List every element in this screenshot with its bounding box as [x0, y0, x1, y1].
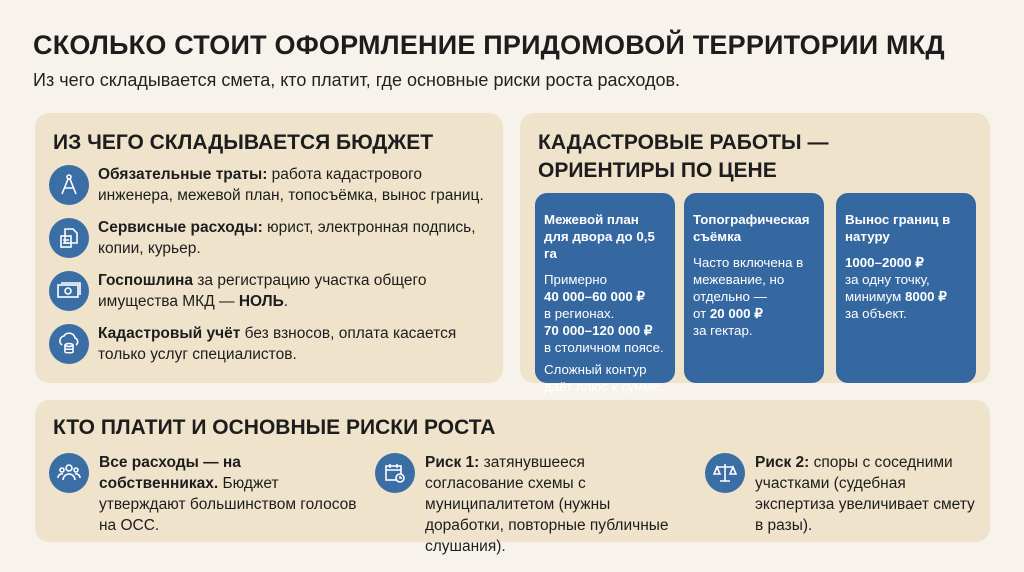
calendar-clock-icon — [375, 453, 415, 493]
budget-panel — [35, 113, 503, 383]
cadastral-panel — [520, 113, 990, 394]
budget-item: Сервисные расходы: юрист, электронная подпись, копии, курьер. — [49, 217, 499, 259]
cadastral-heading: КАДАСТРОВЫЕ РАБОТЫ — — [538, 131, 829, 154]
price-card-boundary: Вынос границ в натуру 1000–2000 ₽ за одну точку, минимум 8000 ₽ за объект. — [836, 193, 976, 383]
budget-item: Кадастровый учёт без взносов, оплата касается только услуг специалистов. — [49, 323, 499, 365]
price-card-survey-plan: Межевой план для двора до 0,5 га Примерно 40 000–60 000 ₽ в регионах. 70 000–120 000 ₽ в столичном поясе. Сложный контур даёт плюс к сумме. — [535, 193, 675, 383]
banknote-icon — [49, 271, 89, 311]
risk-item: Риск 1: затянувшееся согласование схемы с муниципалитетом (нужны доработки, повторные публичные слушания). — [375, 452, 675, 557]
cadastral-heading: ОРИЕНТИРЫ ПО ЦЕНЕ — [538, 159, 777, 182]
risks-heading: КТО ПЛАТИТ И ОСНОВНЫЕ РИСКИ РОСТА — [53, 416, 496, 439]
risks-panel — [35, 400, 990, 555]
risk-item: Риск 2: споры с соседними участками (судебная экспертиза увеличивает смету в разы). — [705, 452, 985, 536]
page-subtitle: Из чего складывается смета, кто платит, где основные риски роста расходов. — [33, 70, 681, 90]
page-title: СКОЛЬКО СТОИТ ОФОРМЛЕНИЕ ПРИДОМОВОЙ ТЕРРИТОРИИ МКД — [33, 30, 945, 60]
scales-icon — [705, 453, 745, 493]
budget-item: Обязательные траты: работа кадастрового инженера, межевой план, топосъёмка, вынос границ. — [49, 164, 499, 206]
people-icon — [49, 453, 89, 493]
compass-icon — [49, 165, 89, 205]
budget-item: Госпошлина за регистрацию участка общего имущества МКД — НОЛЬ. — [49, 270, 499, 312]
documents-icon — [49, 218, 89, 258]
cloud-database-icon — [49, 324, 89, 364]
budget-heading: ИЗ ЧЕГО СКЛАДЫВАЕТСЯ БЮДЖЕТ — [53, 131, 434, 154]
price-card-topography: Топографическая съёмка Часто включена в межевание, но отдельно — от 20 000 ₽ за гектар. — [684, 193, 824, 383]
risk-item: Все расходы — на собственниках. Бюджет утверждают большинством голосов на ОСС. — [49, 452, 369, 536]
